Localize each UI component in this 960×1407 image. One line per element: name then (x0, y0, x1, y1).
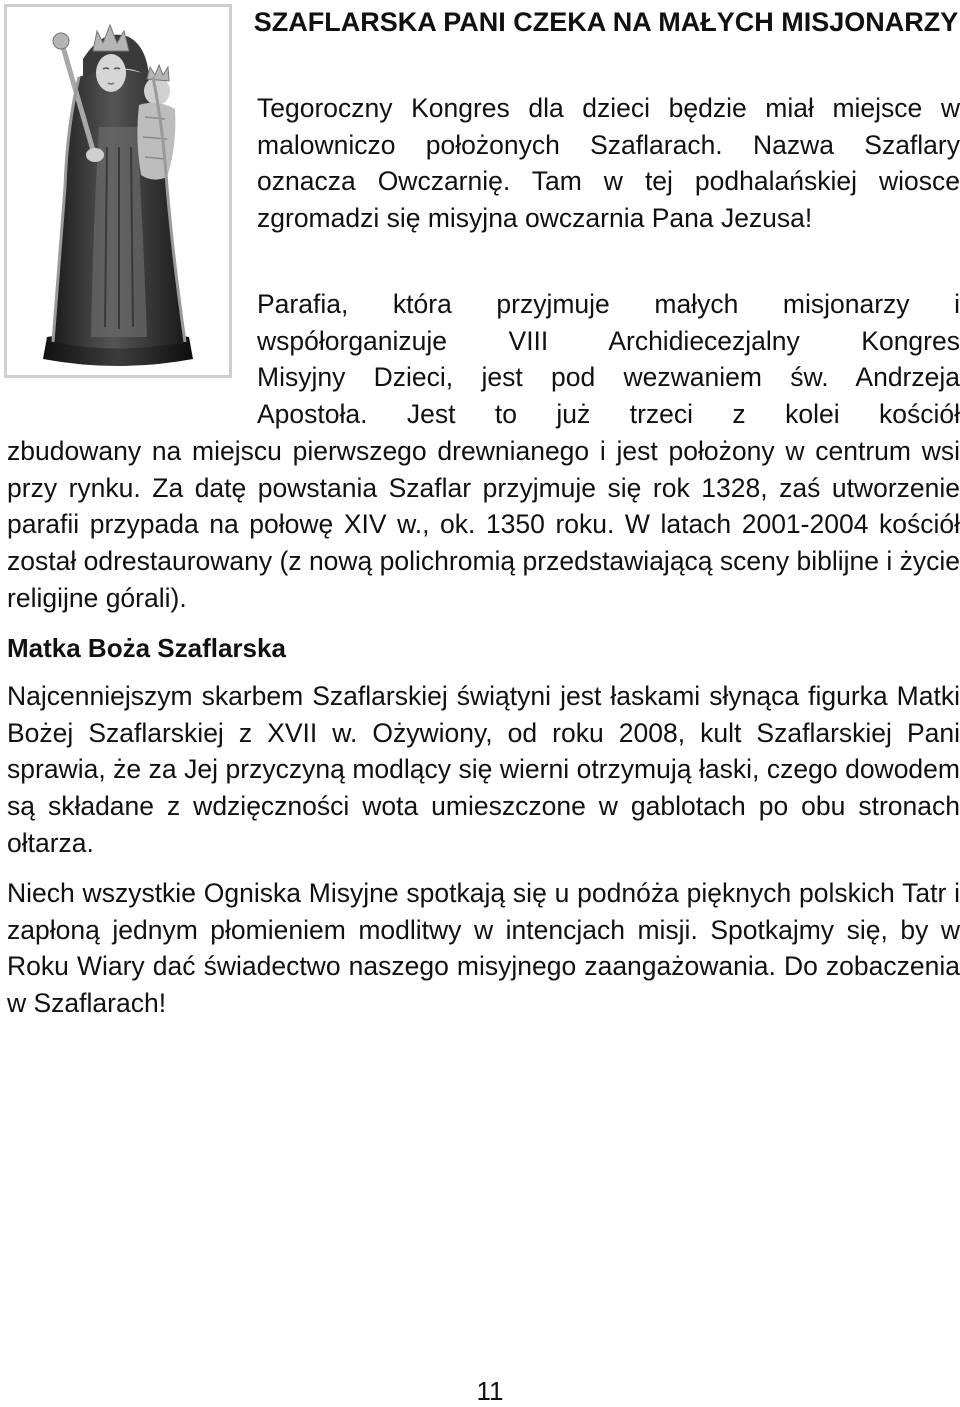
madonna-statue-icon (7, 7, 229, 375)
paragraph-parish-line: Misyjny Dzieci, jest pod wezwaniem św. Andrzeja (257, 362, 960, 393)
paragraph-parish-line: współorganizuje VIII Archidiecezjalny Kongres (257, 325, 960, 356)
paragraph-invitation: Niech wszystkie Ogniska Misyjne spotkają się u podnóża pięknych polskich Tatr i zapłoną jednym płomieniem modlitwy w intencjach misji. Spotkajmy się, by w Roku Wiary dać świadectwo naszego misyjnego zaangażowania. Do zobaczenia w Szaflarach! (7, 878, 960, 1019)
paragraph-figure: Najcenniejszym skarbem Szaflarskiej świątyni jest łaskami słynąca figurka Matki Bożej Szaflarskiej z XVII w. Ożywiony, od roku 2008, kult Szaflarskiej Pani sprawia, że za Jej przyczyną modlący się wierni otrzymują łaski, czego dowodem są składane z wdzięczności wota umieszczone w gablotach po obu stronach ołtarza. (7, 681, 960, 858)
section-heading: Matka Boża Szaflarska (7, 633, 286, 663)
paragraph-parish-line: Parafia, która przyjmuje małych misjonarzy i (257, 289, 960, 319)
paragraph-parish-line: Apostoła. Jest to już trzeci z kolei kościół (257, 399, 960, 430)
article-title: SZAFLARSKA PANI CZEKA NA MAŁYCH MISJONARZY (253, 7, 959, 37)
paragraph-intro: Tegoroczny Kongres dla dzieci będzie miał miejsce w malowniczo położonych Szaflarach. Nazwa Szaflary oznacza Owczarnię. Tam w tej podhalańskiej wiosce zgromadzi się misyjna owczarnia Pana Jezusa! (257, 93, 960, 234)
page-number: 11 (476, 1376, 504, 1406)
paragraph-parish (257, 286, 960, 430)
madonna-statue-figure (4, 4, 232, 378)
paragraph-church-history: zbudowany na miejscu pierwszego drewnianego i jest położony w centrum wsi przy rynku. Za datę powstania Szaflar przyjmuje się rok 1328, zaś utworzenie parafii przypada na połowę XIV w., ok. 1350 roku. W latach 2001-2004 kościół został odrestaurowany (z nową polichromią przedstawiającą sceny biblijne i życie religijne górali). (7, 436, 960, 613)
